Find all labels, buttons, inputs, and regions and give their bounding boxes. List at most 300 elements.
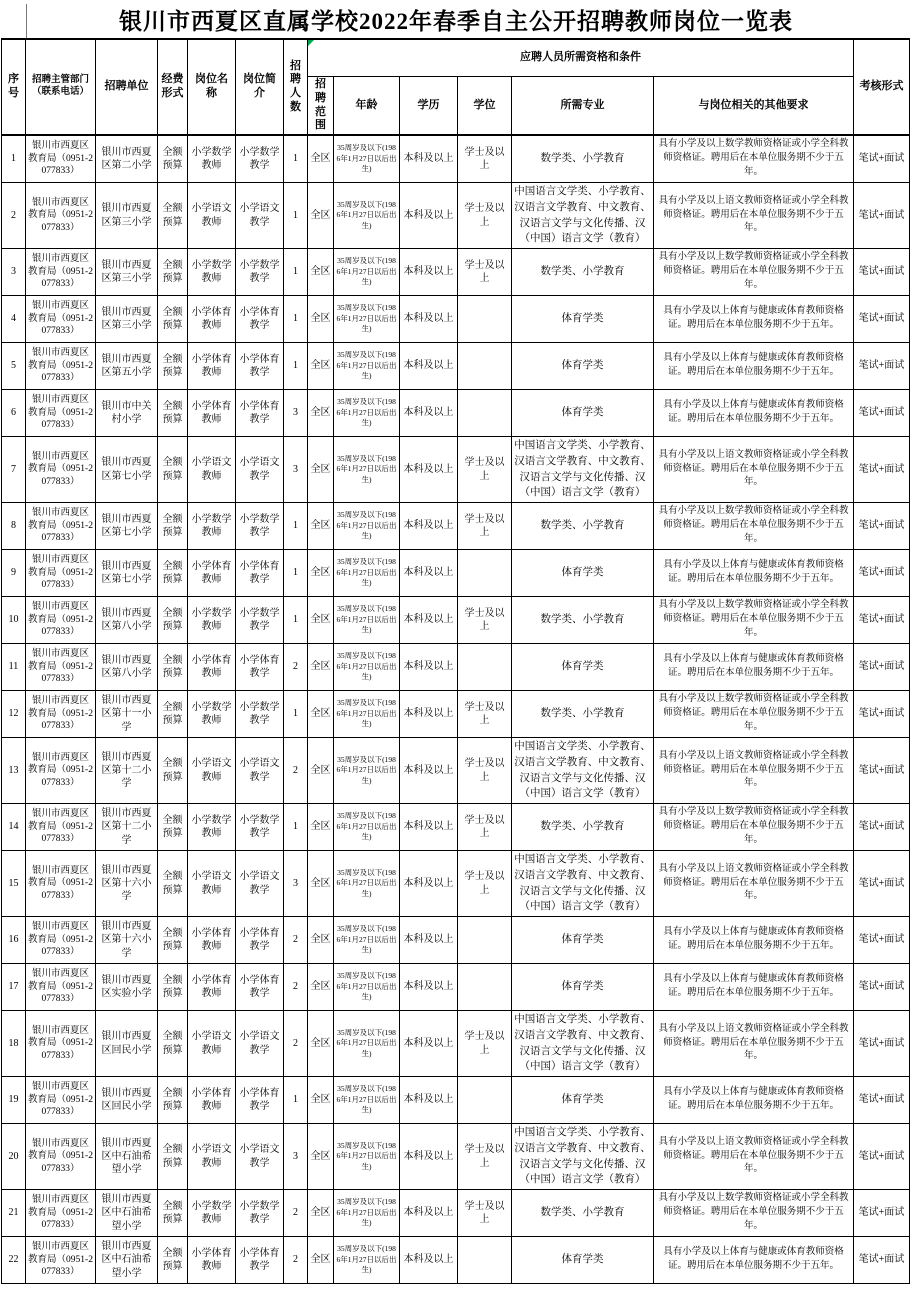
cell-position: 小学体育教师 bbox=[188, 1077, 236, 1124]
cell-funding: 全额预算 bbox=[158, 691, 188, 738]
cell-funding: 全额预算 bbox=[158, 503, 188, 550]
cell-major: 中国语言文学类、小学教育、汉语言文学教育、中文教育、汉语言文学与文化传播、汉（中国）语言文学（教育） bbox=[512, 1124, 654, 1190]
cell-age: 35周岁及以下(1986年1月27日以后出生) bbox=[334, 503, 400, 550]
cell-count: 2 bbox=[284, 738, 308, 804]
cell-count: 3 bbox=[284, 437, 308, 503]
cell-count: 1 bbox=[284, 503, 308, 550]
cell-scope: 全区 bbox=[308, 135, 334, 183]
header-unit: 招聘单位 bbox=[96, 39, 158, 135]
cell-no: 10 bbox=[2, 597, 26, 644]
cell-intro: 小学语文教学 bbox=[236, 1124, 284, 1190]
cell-assessment: 笔试+面试 bbox=[854, 1190, 910, 1237]
cell-education: 本科及以上 bbox=[400, 249, 458, 296]
cell-count: 3 bbox=[284, 1124, 308, 1190]
cell-intro: 小学语文教学 bbox=[236, 851, 284, 917]
cell-intro: 小学数学教学 bbox=[236, 597, 284, 644]
cell-unit: 银川市西夏区中石油希望小学 bbox=[96, 1237, 158, 1284]
cell-intro: 小学数学教学 bbox=[236, 1190, 284, 1237]
header-department: 招聘主管部门（联系电话） bbox=[26, 39, 96, 135]
cell-no: 18 bbox=[2, 1011, 26, 1077]
cell-position: 小学数学教师 bbox=[188, 691, 236, 738]
cell-no: 20 bbox=[2, 1124, 26, 1190]
cell-major: 体育学类 bbox=[512, 1237, 654, 1284]
cell-funding: 全额预算 bbox=[158, 390, 188, 437]
cell-unit: 银川市西夏区第三小学 bbox=[96, 296, 158, 343]
cell-count: 1 bbox=[284, 1077, 308, 1124]
cell-department: 银川市西夏区教育局（0951-2077833） bbox=[26, 1011, 96, 1077]
cell-degree bbox=[458, 917, 512, 964]
cell-funding: 全额预算 bbox=[158, 964, 188, 1011]
header-education: 学历 bbox=[400, 77, 458, 136]
table-row bbox=[2, 738, 910, 804]
cell-no: 12 bbox=[2, 691, 26, 738]
cell-scope: 全区 bbox=[308, 1077, 334, 1124]
cell-major: 中国语言文学类、小学教育、汉语言文学教育、中文教育、汉语言文学与文化传播、汉（中国）语言文学（教育） bbox=[512, 738, 654, 804]
cell-department: 银川市西夏区教育局（0951-2077833） bbox=[26, 503, 96, 550]
cell-other: 具有小学及以上体育与健康或体育教师资格证。聘用后在本单位服务期不少于五年。 bbox=[654, 296, 854, 343]
cell-age: 35周岁及以下(1986年1月27日以后出生) bbox=[334, 1011, 400, 1077]
cell-scope: 全区 bbox=[308, 691, 334, 738]
cell-education: 本科及以上 bbox=[400, 738, 458, 804]
cell-education: 本科及以上 bbox=[400, 1190, 458, 1237]
header-count: 招聘人数 bbox=[284, 39, 308, 135]
cell-unit: 银川市西夏区第十二小学 bbox=[96, 804, 158, 851]
cell-other: 具有小学及以上体育与健康或体育教师资格证。聘用后在本单位服务期不少于五年。 bbox=[654, 343, 854, 390]
cell-assessment: 笔试+面试 bbox=[854, 644, 910, 691]
cell-age: 35周岁及以下(1986年1月27日以后出生) bbox=[334, 804, 400, 851]
cell-funding: 全额预算 bbox=[158, 343, 188, 390]
cell-assessment: 笔试+面试 bbox=[854, 851, 910, 917]
cell-unit: 银川市西夏区回民小学 bbox=[96, 1077, 158, 1124]
cell-degree bbox=[458, 550, 512, 597]
cell-scope: 全区 bbox=[308, 964, 334, 1011]
cell-position: 小学语文教师 bbox=[188, 738, 236, 804]
cell-scope: 全区 bbox=[308, 644, 334, 691]
cell-degree: 学士及以上 bbox=[458, 183, 512, 249]
cell-department: 银川市西夏区教育局（0951-2077833） bbox=[26, 296, 96, 343]
cell-degree: 学士及以上 bbox=[458, 1190, 512, 1237]
cell-age: 35周岁及以下(1986年1月27日以后出生) bbox=[334, 1077, 400, 1124]
cell-funding: 全额预算 bbox=[158, 1077, 188, 1124]
cell-unit: 银川市西夏区中石油希望小学 bbox=[96, 1190, 158, 1237]
cell-scope: 全区 bbox=[308, 1124, 334, 1190]
cell-no: 11 bbox=[2, 644, 26, 691]
cell-unit: 银川市西夏区实验小学 bbox=[96, 964, 158, 1011]
cell-education: 本科及以上 bbox=[400, 437, 458, 503]
cell-age: 35周岁及以下(1986年1月27日以后出生) bbox=[334, 644, 400, 691]
table-header bbox=[2, 39, 910, 135]
cell-other: 具有小学及以上语文教师资格证或小学全科教师资格证。聘用后在本单位服务期不少于五年。 bbox=[654, 1124, 854, 1190]
cell-scope: 全区 bbox=[308, 437, 334, 503]
cell-no: 4 bbox=[2, 296, 26, 343]
cell-funding: 全额预算 bbox=[158, 738, 188, 804]
cell-major: 中国语言文学类、小学教育、汉语言文学教育、中文教育、汉语言文学与文化传播、汉（中国）语言文学（教育） bbox=[512, 437, 654, 503]
cell-position: 小学体育教师 bbox=[188, 964, 236, 1011]
cell-degree: 学士及以上 bbox=[458, 249, 512, 296]
cell-position: 小学体育教师 bbox=[188, 296, 236, 343]
cell-count: 1 bbox=[284, 249, 308, 296]
cell-education: 本科及以上 bbox=[400, 296, 458, 343]
header-scope: 招聘范围 bbox=[308, 77, 334, 136]
cell-count: 2 bbox=[284, 964, 308, 1011]
cell-major: 中国语言文学类、小学教育、汉语言文学教育、中文教育、汉语言文学与文化传播、汉（中国）语言文学（教育） bbox=[512, 851, 654, 917]
cell-major: 数学类、小学教育 bbox=[512, 503, 654, 550]
cell-no: 5 bbox=[2, 343, 26, 390]
cell-major: 数学类、小学教育 bbox=[512, 1190, 654, 1237]
cell-education: 本科及以上 bbox=[400, 1077, 458, 1124]
cell-other: 具有小学及以上语文教师资格证或小学全科教师资格证。聘用后在本单位服务期不少于五年。 bbox=[654, 851, 854, 917]
cell-other: 具有小学及以上体育与健康或体育教师资格证。聘用后在本单位服务期不少于五年。 bbox=[654, 390, 854, 437]
cell-count: 3 bbox=[284, 851, 308, 917]
cell-other: 具有小学及以上数学教师资格证或小学全科教师资格证。聘用后在本单位服务期不少于五年。 bbox=[654, 804, 854, 851]
cell-degree bbox=[458, 644, 512, 691]
cell-major: 体育学类 bbox=[512, 390, 654, 437]
cell-unit: 银川市西夏区第三小学 bbox=[96, 249, 158, 296]
cell-education: 本科及以上 bbox=[400, 851, 458, 917]
cell-funding: 全额预算 bbox=[158, 1190, 188, 1237]
cell-intro: 小学语文教学 bbox=[236, 1011, 284, 1077]
cell-department: 银川市西夏区教育局（0951-2077833） bbox=[26, 597, 96, 644]
cell-age: 35周岁及以下(1986年1月27日以后出生) bbox=[334, 550, 400, 597]
cell-major: 体育学类 bbox=[512, 917, 654, 964]
table-row bbox=[2, 644, 910, 691]
cell-unit: 银川市西夏区第十二小学 bbox=[96, 738, 158, 804]
cell-other: 具有小学及以上数学教师资格证或小学全科教师资格证。聘用后在本单位服务期不少于五年。 bbox=[654, 249, 854, 296]
cell-unit: 银川市西夏区第十六小学 bbox=[96, 917, 158, 964]
cell-other: 具有小学及以上数学教师资格证或小学全科教师资格证。聘用后在本单位服务期不少于五年。 bbox=[654, 597, 854, 644]
cell-degree bbox=[458, 343, 512, 390]
header-other: 与岗位相关的其他要求 bbox=[654, 77, 854, 136]
header-intro: 岗位简介 bbox=[236, 39, 284, 135]
cell-department: 银川市西夏区教育局（0951-2077833） bbox=[26, 550, 96, 597]
cell-position: 小学体育教师 bbox=[188, 917, 236, 964]
cell-assessment: 笔试+面试 bbox=[854, 1011, 910, 1077]
cell-funding: 全额预算 bbox=[158, 550, 188, 597]
header-assessment: 考核形式 bbox=[854, 39, 910, 135]
cell-position: 小学语文教师 bbox=[188, 1124, 236, 1190]
cell-funding: 全额预算 bbox=[158, 1124, 188, 1190]
cell-position: 小学体育教师 bbox=[188, 390, 236, 437]
cell-degree: 学士及以上 bbox=[458, 437, 512, 503]
table-row bbox=[2, 1190, 910, 1237]
header-qualification-label: 应聘人员所需资格和条件 bbox=[520, 51, 641, 64]
cell-assessment: 笔试+面试 bbox=[854, 964, 910, 1011]
cell-other: 具有小学及以上数学教师资格证或小学全科教师资格证。聘用后在本单位服务期不少于五年。 bbox=[654, 503, 854, 550]
cell-count: 1 bbox=[284, 296, 308, 343]
cell-other: 具有小学及以上语文教师资格证或小学全科教师资格证。聘用后在本单位服务期不少于五年。 bbox=[654, 738, 854, 804]
cell-funding: 全额预算 bbox=[158, 437, 188, 503]
cell-education: 本科及以上 bbox=[400, 1011, 458, 1077]
cell-intro: 小学体育教学 bbox=[236, 1077, 284, 1124]
cell-degree: 学士及以上 bbox=[458, 597, 512, 644]
cell-other: 具有小学及以上体育与健康或体育教师资格证。聘用后在本单位服务期不少于五年。 bbox=[654, 1077, 854, 1124]
cell-department: 银川市西夏区教育局（0951-2077833） bbox=[26, 1077, 96, 1124]
cell-degree: 学士及以上 bbox=[458, 738, 512, 804]
page-title: 银川市西夏区直属学校2022年春季自主公开招聘教师岗位一览表 bbox=[119, 8, 793, 34]
cell-department: 银川市西夏区教育局（0951-2077833） bbox=[26, 1237, 96, 1284]
cell-age: 35周岁及以下(1986年1月27日以后出生) bbox=[334, 738, 400, 804]
cell-position: 小学体育教师 bbox=[188, 1237, 236, 1284]
cell-position: 小学语文教师 bbox=[188, 437, 236, 503]
cell-degree bbox=[458, 1077, 512, 1124]
cell-department: 银川市西夏区教育局（0951-2077833） bbox=[26, 644, 96, 691]
cell-unit: 银川市西夏区第七小学 bbox=[96, 503, 158, 550]
cell-funding: 全额预算 bbox=[158, 917, 188, 964]
cell-education: 本科及以上 bbox=[400, 597, 458, 644]
cell-assessment: 笔试+面试 bbox=[854, 804, 910, 851]
cell-position: 小学数学教师 bbox=[188, 249, 236, 296]
cell-no: 14 bbox=[2, 804, 26, 851]
cell-age: 35周岁及以下(1986年1月27日以后出生) bbox=[334, 597, 400, 644]
cell-assessment: 笔试+面试 bbox=[854, 917, 910, 964]
table-body bbox=[2, 135, 910, 1284]
cell-count: 1 bbox=[284, 597, 308, 644]
cell-funding: 全额预算 bbox=[158, 183, 188, 249]
cell-scope: 全区 bbox=[308, 738, 334, 804]
cell-major: 体育学类 bbox=[512, 550, 654, 597]
cell-scope: 全区 bbox=[308, 1011, 334, 1077]
cell-intro: 小学体育教学 bbox=[236, 390, 284, 437]
cell-scope: 全区 bbox=[308, 597, 334, 644]
cell-other: 具有小学及以上体育与健康或体育教师资格证。聘用后在本单位服务期不少于五年。 bbox=[654, 964, 854, 1011]
cell-department: 银川市西夏区教育局（0951-2077833） bbox=[26, 851, 96, 917]
cell-no: 22 bbox=[2, 1237, 26, 1284]
table-row bbox=[2, 183, 910, 249]
cell-age: 35周岁及以下(1986年1月27日以后出生) bbox=[334, 390, 400, 437]
cell-department: 银川市西夏区教育局（0951-2077833） bbox=[26, 249, 96, 296]
cell-no: 19 bbox=[2, 1077, 26, 1124]
cell-other: 具有小学及以上体育与健康或体育教师资格证。聘用后在本单位服务期不少于五年。 bbox=[654, 917, 854, 964]
cell-scope: 全区 bbox=[308, 1190, 334, 1237]
cell-scope: 全区 bbox=[308, 249, 334, 296]
header-age: 年龄 bbox=[334, 77, 400, 136]
cell-scope: 全区 bbox=[308, 1237, 334, 1284]
cell-funding: 全额预算 bbox=[158, 851, 188, 917]
cell-assessment: 笔试+面试 bbox=[854, 183, 910, 249]
cell-funding: 全额预算 bbox=[158, 249, 188, 296]
cell-education: 本科及以上 bbox=[400, 135, 458, 183]
cell-assessment: 笔试+面试 bbox=[854, 1124, 910, 1190]
cell-department: 银川市西夏区教育局（0951-2077833） bbox=[26, 1190, 96, 1237]
cell-major: 体育学类 bbox=[512, 964, 654, 1011]
cell-no: 6 bbox=[2, 390, 26, 437]
cell-position: 小学语文教师 bbox=[188, 851, 236, 917]
cell-count: 1 bbox=[284, 550, 308, 597]
cell-degree: 学士及以上 bbox=[458, 851, 512, 917]
cell-intro: 小学数学教学 bbox=[236, 503, 284, 550]
cell-position: 小学语文教师 bbox=[188, 1011, 236, 1077]
cell-age: 35周岁及以下(1986年1月27日以后出生) bbox=[334, 343, 400, 390]
cell-unit: 银川市西夏区第五小学 bbox=[96, 343, 158, 390]
cell-assessment: 笔试+面试 bbox=[854, 597, 910, 644]
cell-major: 数学类、小学教育 bbox=[512, 691, 654, 738]
cell-assessment: 笔试+面试 bbox=[854, 437, 910, 503]
cell-department: 银川市西夏区教育局（0951-2077833） bbox=[26, 1124, 96, 1190]
header-position: 岗位名称 bbox=[188, 39, 236, 135]
cell-intro: 小学体育教学 bbox=[236, 296, 284, 343]
cell-funding: 全额预算 bbox=[158, 1011, 188, 1077]
cell-age: 35周岁及以下(1986年1月27日以后出生) bbox=[334, 917, 400, 964]
cell-unit: 银川市西夏区第三小学 bbox=[96, 183, 158, 249]
cell-age: 35周岁及以下(1986年1月27日以后出生) bbox=[334, 135, 400, 183]
cell-age: 35周岁及以下(1986年1月27日以后出生) bbox=[334, 296, 400, 343]
header-degree: 学位 bbox=[458, 77, 512, 136]
cell-intro: 小学体育教学 bbox=[236, 550, 284, 597]
cell-assessment: 笔试+面试 bbox=[854, 135, 910, 183]
title-band bbox=[0, 0, 912, 38]
cell-age: 35周岁及以下(1986年1月27日以后出生) bbox=[334, 437, 400, 503]
cell-intro: 小学语文教学 bbox=[236, 437, 284, 503]
cell-age: 35周岁及以下(1986年1月27日以后出生) bbox=[334, 249, 400, 296]
header-funding: 经费形式 bbox=[158, 39, 188, 135]
cell-other: 具有小学及以上语文教师资格证或小学全科教师资格证。聘用后在本单位服务期不少于五年。 bbox=[654, 437, 854, 503]
cell-intro: 小学体育教学 bbox=[236, 1237, 284, 1284]
cell-unit: 银川市西夏区第十一小学 bbox=[96, 691, 158, 738]
cell-assessment: 笔试+面试 bbox=[854, 550, 910, 597]
cell-count: 1 bbox=[284, 183, 308, 249]
cell-position: 小学语文教师 bbox=[188, 183, 236, 249]
cell-education: 本科及以上 bbox=[400, 343, 458, 390]
cell-degree: 学士及以上 bbox=[458, 691, 512, 738]
cell-assessment: 笔试+面试 bbox=[854, 503, 910, 550]
cell-unit: 银川市西夏区第二小学 bbox=[96, 135, 158, 183]
cell-other: 具有小学及以上体育与健康或体育教师资格证。聘用后在本单位服务期不少于五年。 bbox=[654, 550, 854, 597]
cell-assessment: 笔试+面试 bbox=[854, 691, 910, 738]
cell-age: 35周岁及以下(1986年1月27日以后出生) bbox=[334, 691, 400, 738]
cell-count: 1 bbox=[284, 804, 308, 851]
table-row bbox=[2, 343, 910, 390]
cell-department: 银川市西夏区教育局（0951-2077833） bbox=[26, 437, 96, 503]
cell-education: 本科及以上 bbox=[400, 644, 458, 691]
cell-count: 2 bbox=[284, 1190, 308, 1237]
cell-count: 1 bbox=[284, 343, 308, 390]
cell-education: 本科及以上 bbox=[400, 503, 458, 550]
cell-count: 2 bbox=[284, 917, 308, 964]
cell-age: 35周岁及以下(1986年1月27日以后出生) bbox=[334, 1237, 400, 1284]
table-row bbox=[2, 851, 910, 917]
cell-age: 35周岁及以下(1986年1月27日以后出生) bbox=[334, 183, 400, 249]
cell-education: 本科及以上 bbox=[400, 1124, 458, 1190]
cell-position: 小学体育教师 bbox=[188, 343, 236, 390]
cell-assessment: 笔试+面试 bbox=[854, 296, 910, 343]
cell-funding: 全额预算 bbox=[158, 804, 188, 851]
cell-funding: 全额预算 bbox=[158, 644, 188, 691]
cell-scope: 全区 bbox=[308, 183, 334, 249]
cell-other: 具有小学及以上体育与健康或体育教师资格证。聘用后在本单位服务期不少于五年。 bbox=[654, 1237, 854, 1284]
cell-department: 银川市西夏区教育局（0951-2077833） bbox=[26, 804, 96, 851]
table-row bbox=[2, 597, 910, 644]
cell-position: 小学数学教师 bbox=[188, 1190, 236, 1237]
cell-major: 数学类、小学教育 bbox=[512, 597, 654, 644]
cell-unit: 银川市西夏区第八小学 bbox=[96, 597, 158, 644]
cell-other: 具有小学及以上数学教师资格证或小学全科教师资格证。聘用后在本单位服务期不少于五年。 bbox=[654, 1190, 854, 1237]
cell-age: 35周岁及以下(1986年1月27日以后出生) bbox=[334, 1190, 400, 1237]
table-row bbox=[2, 1124, 910, 1190]
cell-count: 1 bbox=[284, 135, 308, 183]
table-row bbox=[2, 1237, 910, 1284]
cell-position: 小学数学教师 bbox=[188, 135, 236, 183]
cell-other: 具有小学及以上语文教师资格证或小学全科教师资格证。聘用后在本单位服务期不少于五年。 bbox=[654, 183, 854, 249]
cell-no: 1 bbox=[2, 135, 26, 183]
cell-education: 本科及以上 bbox=[400, 183, 458, 249]
cell-department: 银川市西夏区教育局（0951-2077833） bbox=[26, 135, 96, 183]
cell-education: 本科及以上 bbox=[400, 691, 458, 738]
cell-other: 具有小学及以上数学教师资格证或小学全科教师资格证。聘用后在本单位服务期不少于五年。 bbox=[654, 691, 854, 738]
cell-education: 本科及以上 bbox=[400, 804, 458, 851]
cell-intro: 小学语文教学 bbox=[236, 738, 284, 804]
cell-age: 35周岁及以下(1986年1月27日以后出生) bbox=[334, 1124, 400, 1190]
cell-major: 数学类、小学教育 bbox=[512, 249, 654, 296]
cell-count: 3 bbox=[284, 390, 308, 437]
table-row bbox=[2, 437, 910, 503]
cell-position: 小学数学教师 bbox=[188, 597, 236, 644]
cell-other: 具有小学及以上语文教师资格证或小学全科教师资格证。聘用后在本单位服务期不少于五年。 bbox=[654, 1011, 854, 1077]
table-row bbox=[2, 804, 910, 851]
cell-scope: 全区 bbox=[308, 503, 334, 550]
cell-no: 21 bbox=[2, 1190, 26, 1237]
header-major: 所需专业 bbox=[512, 77, 654, 136]
cell-unit: 银川市西夏区第十六小学 bbox=[96, 851, 158, 917]
cell-position: 小学数学教师 bbox=[188, 503, 236, 550]
cell-intro: 小学体育教学 bbox=[236, 917, 284, 964]
cell-degree bbox=[458, 296, 512, 343]
table-row bbox=[2, 296, 910, 343]
cell-other: 具有小学及以上数学教师资格证或小学全科教师资格证。聘用后在本单位服务期不少于五年。 bbox=[654, 135, 854, 183]
cell-count: 2 bbox=[284, 1011, 308, 1077]
cell-degree: 学士及以上 bbox=[458, 804, 512, 851]
cell-scope: 全区 bbox=[308, 917, 334, 964]
cell-no: 8 bbox=[2, 503, 26, 550]
table-row bbox=[2, 249, 910, 296]
cell-major: 体育学类 bbox=[512, 644, 654, 691]
cell-degree: 学士及以上 bbox=[458, 135, 512, 183]
cell-department: 银川市西夏区教育局（0951-2077833） bbox=[26, 964, 96, 1011]
cell-degree bbox=[458, 390, 512, 437]
cell-position: 小学体育教师 bbox=[188, 644, 236, 691]
cell-unit: 银川市西夏区第七小学 bbox=[96, 550, 158, 597]
cell-scope: 全区 bbox=[308, 390, 334, 437]
cell-assessment: 笔试+面试 bbox=[854, 1237, 910, 1284]
cell-scope: 全区 bbox=[308, 550, 334, 597]
cell-no: 2 bbox=[2, 183, 26, 249]
cell-intro: 小学数学教学 bbox=[236, 135, 284, 183]
table-row bbox=[2, 1077, 910, 1124]
cell-intro: 小学体育教学 bbox=[236, 644, 284, 691]
cell-education: 本科及以上 bbox=[400, 390, 458, 437]
cell-education: 本科及以上 bbox=[400, 550, 458, 597]
recruitment-table bbox=[1, 38, 910, 1284]
cell-count: 2 bbox=[284, 644, 308, 691]
cell-scope: 全区 bbox=[308, 851, 334, 917]
cell-no: 3 bbox=[2, 249, 26, 296]
cell-major: 体育学类 bbox=[512, 1077, 654, 1124]
cell-scope: 全区 bbox=[308, 804, 334, 851]
cell-intro: 小学语文教学 bbox=[236, 183, 284, 249]
cell-age: 35周岁及以下(1986年1月27日以后出生) bbox=[334, 851, 400, 917]
cell-education: 本科及以上 bbox=[400, 917, 458, 964]
cell-unit: 银川市西夏区中石油希望小学 bbox=[96, 1124, 158, 1190]
comment-marker-icon bbox=[308, 40, 314, 46]
cell-position: 小学体育教师 bbox=[188, 550, 236, 597]
cell-funding: 全额预算 bbox=[158, 135, 188, 183]
cell-major: 体育学类 bbox=[512, 296, 654, 343]
cell-assessment: 笔试+面试 bbox=[854, 249, 910, 296]
cell-other: 具有小学及以上体育与健康或体育教师资格证。聘用后在本单位服务期不少于五年。 bbox=[654, 644, 854, 691]
cell-assessment: 笔试+面试 bbox=[854, 343, 910, 390]
cell-count: 2 bbox=[284, 1237, 308, 1284]
cell-no: 7 bbox=[2, 437, 26, 503]
table-row bbox=[2, 1011, 910, 1077]
